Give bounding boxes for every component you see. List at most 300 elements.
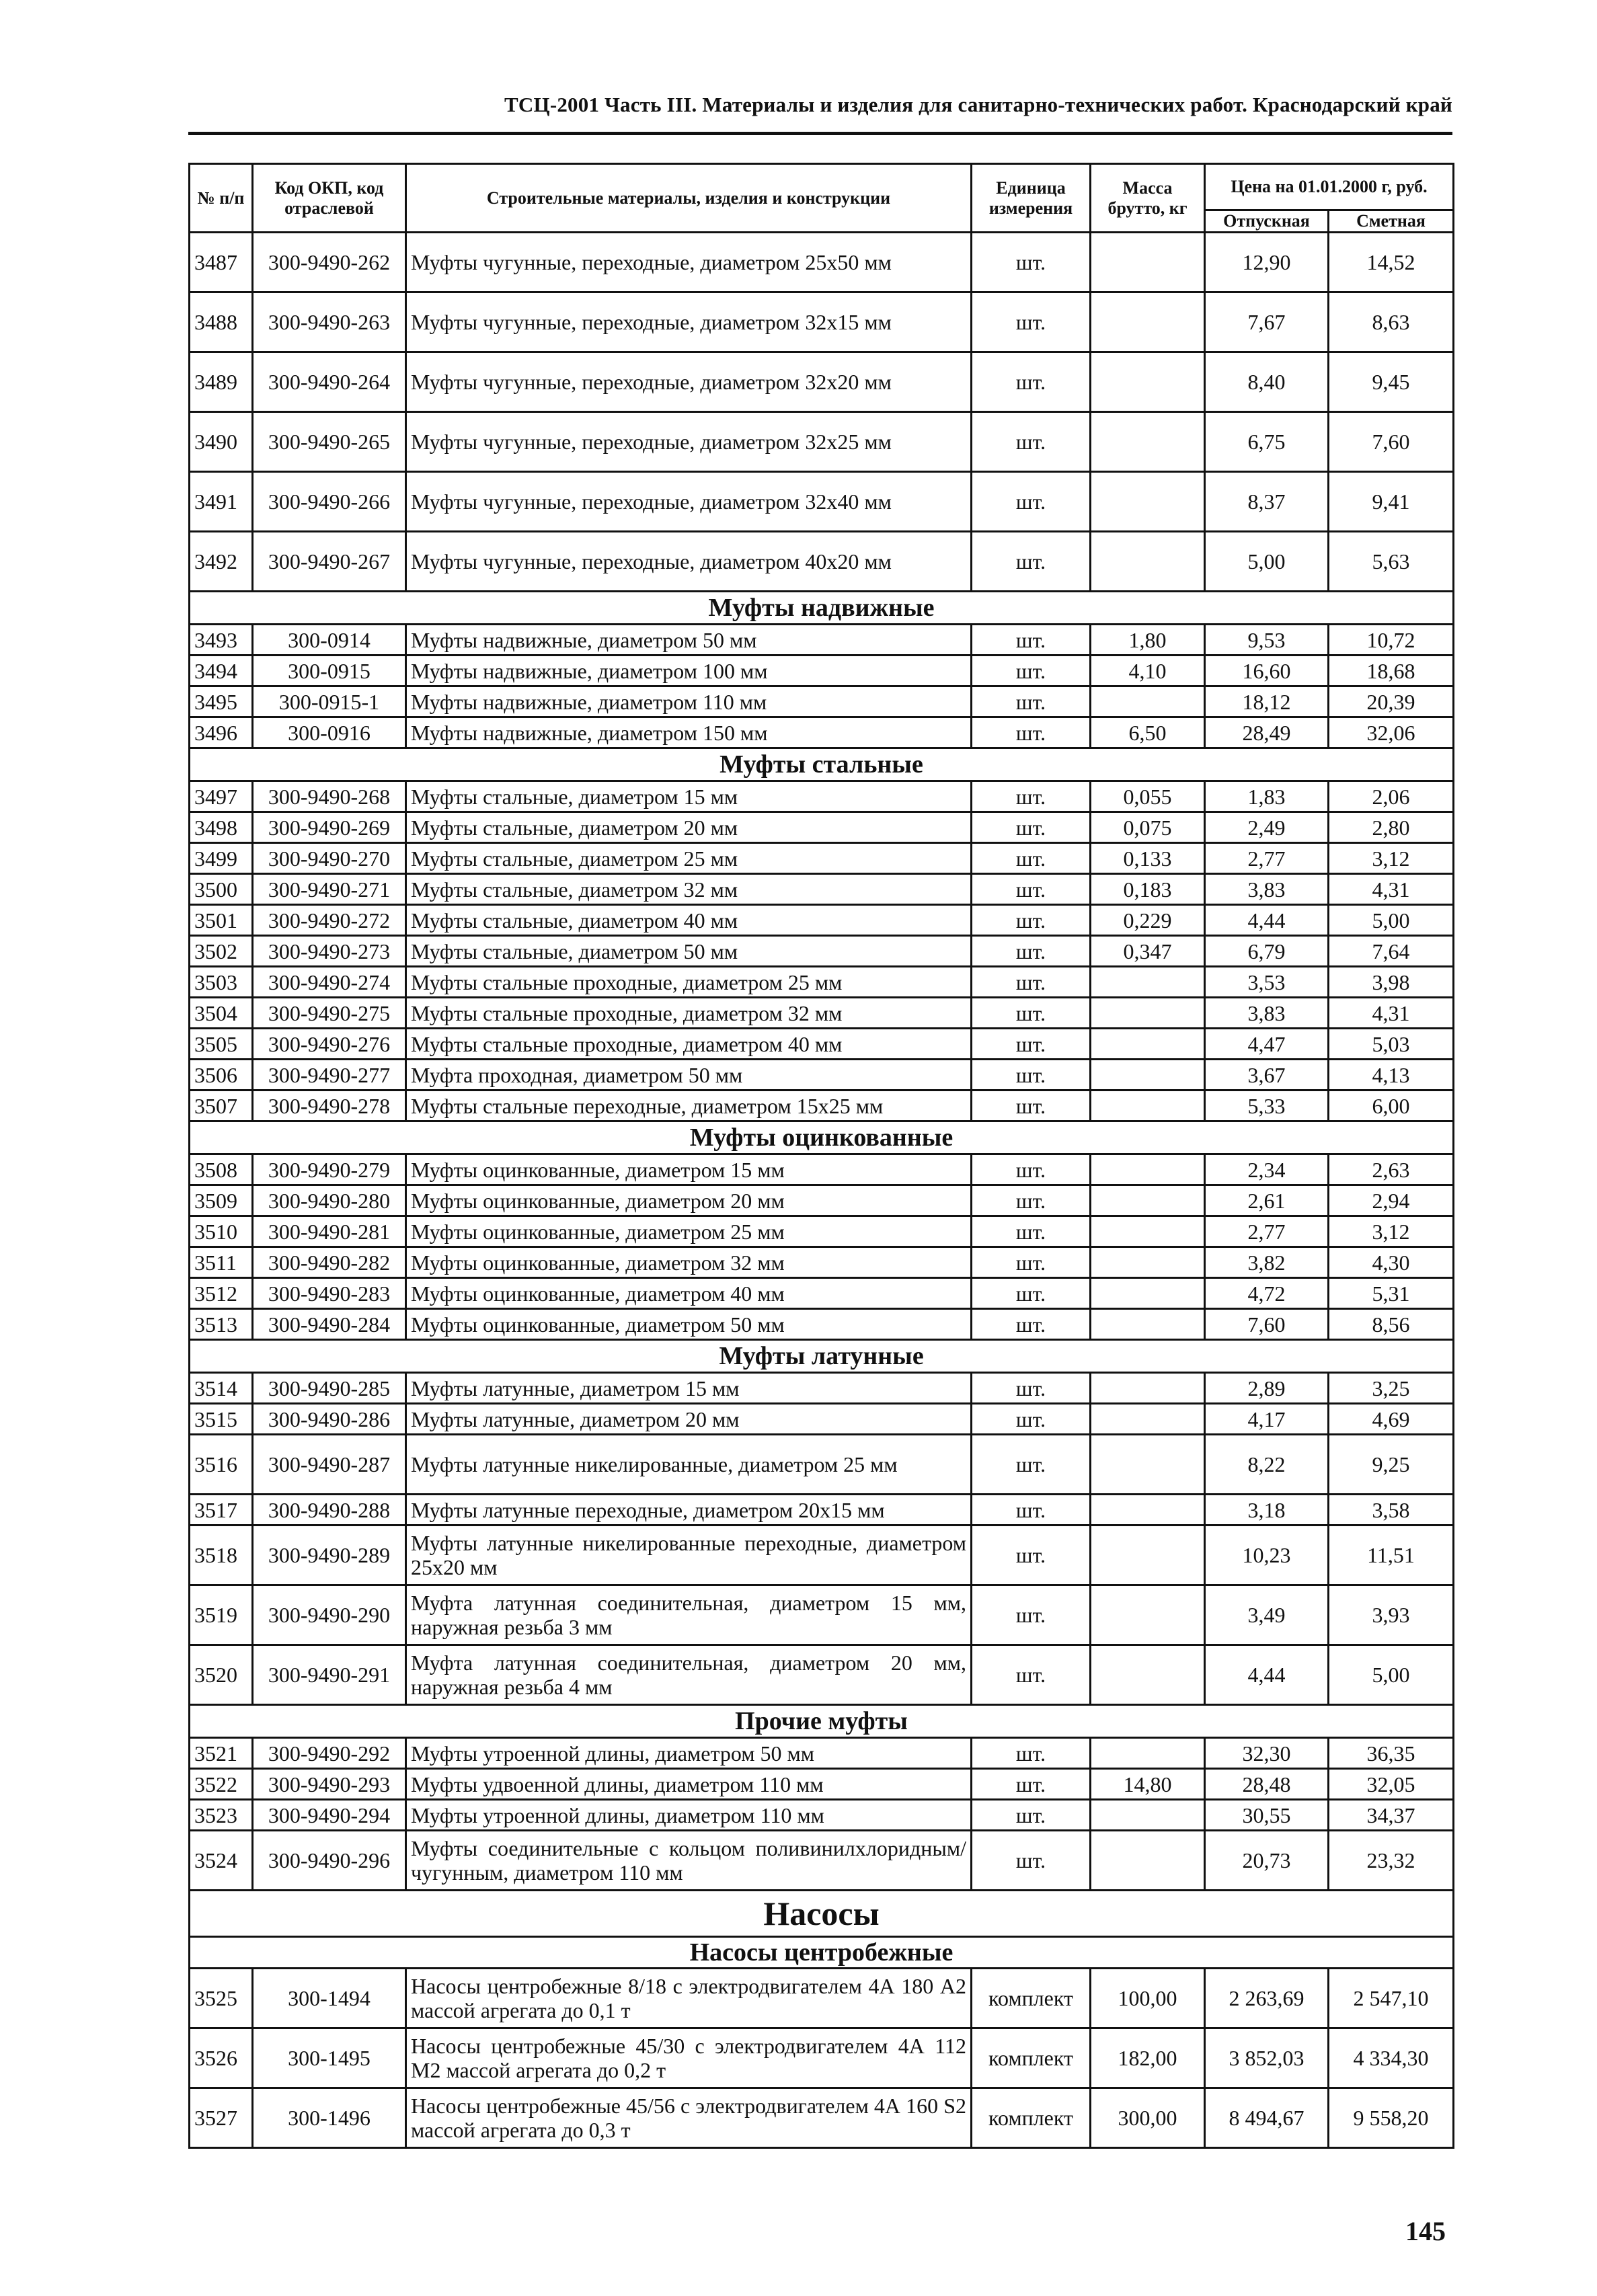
row-code: 300-1495: [253, 2028, 406, 2088]
row-price-estimate: 2,94: [1329, 1185, 1454, 1216]
row-name: Муфты стальные, диаметром 32 мм: [406, 874, 972, 905]
row-num: 3517: [190, 1495, 253, 1526]
row-num: 3487: [190, 233, 253, 292]
col-header-code: Код ОКП, код отраслевой: [253, 164, 406, 233]
row-num: 3521: [190, 1738, 253, 1769]
row-num: 3519: [190, 1585, 253, 1645]
row-price-estimate: 5,31: [1329, 1278, 1454, 1309]
row-mass: [1091, 1154, 1205, 1185]
row-name: Муфты чугунные, переходные, диаметром 32х20 мм: [406, 352, 972, 412]
row-price-release: 4,44: [1205, 905, 1329, 936]
row-price-estimate: 34,37: [1329, 1800, 1454, 1831]
row-unit: шт.: [972, 1738, 1091, 1769]
table-row: [190, 1495, 1454, 1526]
row-unit: шт.: [972, 998, 1091, 1029]
row-name: Муфты стальные проходные, диаметром 25 мм: [406, 967, 972, 998]
row-unit: шт.: [972, 233, 1091, 292]
row-num: 3508: [190, 1154, 253, 1185]
row-mass: [1091, 352, 1205, 412]
row-code: 300-9490-271: [253, 874, 406, 905]
table-row: [190, 936, 1454, 967]
row-name: Насосы центробежные 8/18 с электродвигателем 4А 180 А2 массой агрегата до 0,1 т: [406, 1969, 972, 2028]
row-price-release: 3,67: [1205, 1060, 1329, 1091]
row-unit: шт.: [972, 292, 1091, 352]
row-unit: шт.: [972, 472, 1091, 532]
table-row: [190, 1154, 1454, 1185]
row-num: 3495: [190, 686, 253, 717]
row-name: Муфты оцинкованные, диаметром 32 мм: [406, 1247, 972, 1278]
table-row: [190, 2088, 1454, 2148]
col-header-num: № п/п: [190, 164, 253, 233]
row-num: 3527: [190, 2088, 253, 2148]
row-unit: шт.: [972, 625, 1091, 656]
row-price-estimate: 3,98: [1329, 967, 1454, 998]
row-price-estimate: 4,13: [1329, 1060, 1454, 1091]
table-row: [190, 1216, 1454, 1247]
row-mass: 1,80: [1091, 625, 1205, 656]
row-name: Муфты стальные, диаметром 20 мм: [406, 812, 972, 843]
row-price-estimate: 8,63: [1329, 292, 1454, 352]
row-price-estimate: 7,60: [1329, 412, 1454, 472]
row-code: 300-9490-268: [253, 781, 406, 812]
table-row: [190, 967, 1454, 998]
row-mass: [1091, 1585, 1205, 1645]
row-unit: шт.: [972, 717, 1091, 748]
table-row: [190, 1585, 1454, 1645]
row-unit: шт.: [972, 1435, 1091, 1495]
row-unit: шт.: [972, 1769, 1091, 1800]
row-unit: шт.: [972, 967, 1091, 998]
row-name: Муфты надвижные, диаметром 150 мм: [406, 717, 972, 748]
table-row: [190, 1738, 1454, 1769]
row-price-estimate: 4,30: [1329, 1247, 1454, 1278]
row-code: 300-9490-266: [253, 472, 406, 532]
table-row: [190, 1404, 1454, 1435]
row-num: 3506: [190, 1060, 253, 1091]
row-unit: шт.: [972, 1373, 1091, 1404]
row-unit: комплект: [972, 2028, 1091, 2088]
row-name: Муфты стальные переходные, диаметром 15х25 мм: [406, 1091, 972, 1121]
row-mass: [1091, 998, 1205, 1029]
section-title-row: [190, 592, 1454, 625]
table-row: [190, 717, 1454, 748]
table-row: [190, 1526, 1454, 1585]
section-title: Муфты стальные: [190, 748, 1454, 781]
row-price-release: 7,60: [1205, 1309, 1329, 1340]
row-num: 3522: [190, 1769, 253, 1800]
col-header-mass: Масса брутто, кг: [1091, 164, 1205, 233]
row-unit: шт.: [972, 1154, 1091, 1185]
row-price-estimate: 18,68: [1329, 656, 1454, 686]
row-price-estimate: 23,32: [1329, 1831, 1454, 1891]
row-unit: шт.: [972, 1216, 1091, 1247]
row-price-release: 9,53: [1205, 625, 1329, 656]
section-title-row: [190, 1937, 1454, 1969]
row-price-estimate: 20,39: [1329, 686, 1454, 717]
row-num: 3497: [190, 781, 253, 812]
row-unit: шт.: [972, 1404, 1091, 1435]
row-mass: [1091, 1800, 1205, 1831]
row-price-estimate: 5,00: [1329, 905, 1454, 936]
row-mass: [1091, 1435, 1205, 1495]
row-mass: 0,075: [1091, 812, 1205, 843]
row-price-release: 1,83: [1205, 781, 1329, 812]
row-name: Муфты надвижные, диаметром 100 мм: [406, 656, 972, 686]
row-price-estimate: 10,72: [1329, 625, 1454, 656]
row-unit: шт.: [972, 1247, 1091, 1278]
row-price-estimate: 3,12: [1329, 1216, 1454, 1247]
row-price-release: 2,61: [1205, 1185, 1329, 1216]
row-name: Муфты латунные никелированные, диаметром 25 мм: [406, 1435, 972, 1495]
row-mass: 100,00: [1091, 1969, 1205, 2028]
row-code: 300-9490-272: [253, 905, 406, 936]
row-name: Муфты чугунные, переходные, диаметром 25х50 мм: [406, 233, 972, 292]
row-price-estimate: 3,93: [1329, 1585, 1454, 1645]
row-unit: шт.: [972, 1060, 1091, 1091]
row-unit: шт.: [972, 656, 1091, 686]
row-num: 3500: [190, 874, 253, 905]
row-price-estimate: 5,03: [1329, 1029, 1454, 1060]
row-price-release: 30,55: [1205, 1800, 1329, 1831]
row-price-release: 28,49: [1205, 717, 1329, 748]
row-code: 300-9490-264: [253, 352, 406, 412]
row-price-release: 7,67: [1205, 292, 1329, 352]
section-title: Муфты надвижные: [190, 592, 1454, 625]
row-unit: шт.: [972, 1091, 1091, 1121]
row-price-estimate: 4,31: [1329, 998, 1454, 1029]
row-mass: [1091, 1645, 1205, 1705]
table-row: [190, 412, 1454, 472]
row-price-release: 4,44: [1205, 1645, 1329, 1705]
row-price-estimate: 32,06: [1329, 717, 1454, 748]
table-row: [190, 1769, 1454, 1800]
table-row: [190, 1435, 1454, 1495]
row-num: 3518: [190, 1526, 253, 1585]
row-num: 3512: [190, 1278, 253, 1309]
row-price-release: 12,90: [1205, 233, 1329, 292]
row-price-release: 16,60: [1205, 656, 1329, 686]
row-name: Муфты соединительные с кольцом поливинилхлоридным/чугунным, диаметром 110 мм: [406, 1831, 972, 1891]
row-code: 300-9490-270: [253, 843, 406, 874]
row-price-estimate: 3,58: [1329, 1495, 1454, 1526]
row-mass: 0,055: [1091, 781, 1205, 812]
row-num: 3498: [190, 812, 253, 843]
row-code: 300-9490-269: [253, 812, 406, 843]
row-name: Муфты надвижные, диаметром 110 мм: [406, 686, 972, 717]
row-mass: [1091, 1247, 1205, 1278]
row-price-release: 8,40: [1205, 352, 1329, 412]
table-row: [190, 812, 1454, 843]
col-header-name: Строительные материалы, изделия и конструкции: [406, 164, 972, 233]
table-row: [190, 1831, 1454, 1891]
table-header-row: [190, 164, 1454, 210]
row-price-release: 3,53: [1205, 967, 1329, 998]
table-row: [190, 1278, 1454, 1309]
row-mass: [1091, 1091, 1205, 1121]
row-price-release: 8,37: [1205, 472, 1329, 532]
row-price-release: 28,48: [1205, 1769, 1329, 1800]
table-row: [190, 2028, 1454, 2088]
row-code: 300-9490-267: [253, 532, 406, 592]
table-row: [190, 781, 1454, 812]
page-number: 145: [1405, 2216, 1446, 2246]
row-mass: 4,10: [1091, 656, 1205, 686]
section-title: Муфты оцинкованные: [190, 1121, 1454, 1154]
row-code: 300-9490-265: [253, 412, 406, 472]
section-title: Муфты латунные: [190, 1340, 1454, 1373]
row-name: Муфты латунные переходные, диаметром 20х15 мм: [406, 1495, 972, 1526]
row-price-estimate: 11,51: [1329, 1526, 1454, 1585]
table-row: [190, 625, 1454, 656]
row-price-release: 6,75: [1205, 412, 1329, 472]
table-row: [190, 1091, 1454, 1121]
row-name: Муфты стальные проходные, диаметром 40 мм: [406, 1029, 972, 1060]
row-num: 3525: [190, 1969, 253, 2028]
row-unit: шт.: [972, 874, 1091, 905]
row-num: 3492: [190, 532, 253, 592]
row-num: 3516: [190, 1435, 253, 1495]
row-price-release: 4,17: [1205, 1404, 1329, 1435]
row-code: 300-9490-274: [253, 967, 406, 998]
row-num: 3514: [190, 1373, 253, 1404]
row-num: 3489: [190, 352, 253, 412]
row-price-estimate: 2,06: [1329, 781, 1454, 812]
row-mass: 6,50: [1091, 717, 1205, 748]
row-mass: [1091, 1495, 1205, 1526]
row-code: 300-1496: [253, 2088, 406, 2148]
row-mass: 182,00: [1091, 2028, 1205, 2088]
row-price-estimate: 2 547,10: [1329, 1969, 1454, 2028]
row-price-release: 2,77: [1205, 843, 1329, 874]
row-price-estimate: 3,25: [1329, 1373, 1454, 1404]
row-name: Насосы центробежные 45/30 с электродвигателем 4А 112 М2 массой агрегата до 0,2 т: [406, 2028, 972, 2088]
row-unit: шт.: [972, 1526, 1091, 1585]
row-unit: шт.: [972, 1831, 1091, 1891]
table-row: [190, 292, 1454, 352]
row-name: Муфты утроенной длины, диаметром 110 мм: [406, 1800, 972, 1831]
row-name: Муфты латунные, диаметром 15 мм: [406, 1373, 972, 1404]
row-unit: шт.: [972, 1278, 1091, 1309]
row-num: 3501: [190, 905, 253, 936]
row-price-estimate: 4,31: [1329, 874, 1454, 905]
row-code: 300-9490-287: [253, 1435, 406, 1495]
row-mass: 300,00: [1091, 2088, 1205, 2148]
row-unit: шт.: [972, 532, 1091, 592]
table-row: [190, 532, 1454, 592]
row-mass: [1091, 1738, 1205, 1769]
row-code: 300-9490-285: [253, 1373, 406, 1404]
row-price-estimate: 36,35: [1329, 1738, 1454, 1769]
row-mass: [1091, 472, 1205, 532]
row-unit: комплект: [972, 1969, 1091, 2028]
row-unit: комплект: [972, 2088, 1091, 2148]
section-title-row: [190, 1705, 1454, 1738]
row-price-release: 4,47: [1205, 1029, 1329, 1060]
table-row: [190, 874, 1454, 905]
row-price-release: 8,22: [1205, 1435, 1329, 1495]
row-code: 300-9490-275: [253, 998, 406, 1029]
row-mass: [1091, 1278, 1205, 1309]
row-mass: 0,183: [1091, 874, 1205, 905]
row-name: Муфты стальные, диаметром 15 мм: [406, 781, 972, 812]
row-num: 3496: [190, 717, 253, 748]
row-code: 300-9490-296: [253, 1831, 406, 1891]
table-row: [190, 472, 1454, 532]
table-row: [190, 656, 1454, 686]
page-header: ТСЦ-2001 Часть III. Материалы и изделия для санитарно-технических работ. Краснодарский край: [504, 93, 1452, 116]
row-num: 3491: [190, 472, 253, 532]
col-header-unit: Единица измерения: [972, 164, 1091, 233]
table-row: [190, 1029, 1454, 1060]
row-name: Муфты утроенной длины, диаметром 50 мм: [406, 1738, 972, 1769]
row-name: Муфты оцинкованные, диаметром 20 мм: [406, 1185, 972, 1216]
row-name: Муфты чугунные, переходные, диаметром 32х25 мм: [406, 412, 972, 472]
row-name: Муфты чугунные, переходные, диаметром 40х20 мм: [406, 532, 972, 592]
row-unit: шт.: [972, 843, 1091, 874]
row-price-estimate: 6,00: [1329, 1091, 1454, 1121]
row-price-release: 2,34: [1205, 1154, 1329, 1185]
row-code: 300-9490-277: [253, 1060, 406, 1091]
row-name: Муфты оцинкованные, диаметром 15 мм: [406, 1154, 972, 1185]
row-price-release: 20,73: [1205, 1831, 1329, 1891]
row-unit: шт.: [972, 936, 1091, 967]
row-num: 3507: [190, 1091, 253, 1121]
row-code: 300-1494: [253, 1969, 406, 2028]
row-name: Муфты удвоенной длины, диаметром 110 мм: [406, 1769, 972, 1800]
row-price-release: 18,12: [1205, 686, 1329, 717]
row-unit: шт.: [972, 781, 1091, 812]
row-price-estimate: 5,63: [1329, 532, 1454, 592]
row-code: 300-0914: [253, 625, 406, 656]
row-mass: 14,80: [1091, 1769, 1205, 1800]
table-body: [190, 233, 1454, 2148]
table-row: [190, 998, 1454, 1029]
table-row: [190, 1247, 1454, 1278]
section-title: Прочие муфты: [190, 1705, 1454, 1738]
row-code: 300-9490-279: [253, 1154, 406, 1185]
row-price-estimate: 4 334,30: [1329, 2028, 1454, 2088]
row-num: 3511: [190, 1247, 253, 1278]
row-code: 300-9490-273: [253, 936, 406, 967]
row-mass: [1091, 1185, 1205, 1216]
row-price-estimate: 14,52: [1329, 233, 1454, 292]
row-name: Муфты стальные проходные, диаметром 32 мм: [406, 998, 972, 1029]
row-name: Насосы центробежные 45/56 с электродвигателем 4А 160 S2 массой агрегата до 0,3 т: [406, 2088, 972, 2148]
row-mass: [1091, 967, 1205, 998]
row-mass: [1091, 412, 1205, 472]
row-unit: шт.: [972, 1585, 1091, 1645]
row-code: 300-9490-286: [253, 1404, 406, 1435]
row-price-release: 5,00: [1205, 532, 1329, 592]
row-code: 300-0915: [253, 656, 406, 686]
row-mass: [1091, 292, 1205, 352]
table-row: [190, 1969, 1454, 2028]
row-price-estimate: 2,63: [1329, 1154, 1454, 1185]
row-mass: 0,347: [1091, 936, 1205, 967]
row-price-release: 5,33: [1205, 1091, 1329, 1121]
row-code: 300-9490-293: [253, 1769, 406, 1800]
row-num: 3509: [190, 1185, 253, 1216]
row-mass: [1091, 1309, 1205, 1340]
row-unit: шт.: [972, 812, 1091, 843]
row-mass: 0,133: [1091, 843, 1205, 874]
col-header-price-release: Отпускная: [1205, 210, 1329, 233]
row-code: 300-9490-276: [253, 1029, 406, 1060]
table-row: [190, 1185, 1454, 1216]
row-num: 3505: [190, 1029, 253, 1060]
row-price-estimate: 32,05: [1329, 1769, 1454, 1800]
row-unit: шт.: [972, 1185, 1091, 1216]
row-price-release: 3,18: [1205, 1495, 1329, 1526]
row-code: 300-9490-278: [253, 1091, 406, 1121]
row-code: 300-9490-292: [253, 1738, 406, 1769]
row-mass: [1091, 1831, 1205, 1891]
row-name: Муфты латунные никелированные переходные, диаметром 25х20 мм: [406, 1526, 972, 1585]
row-unit: шт.: [972, 1495, 1091, 1526]
row-num: 3524: [190, 1831, 253, 1891]
row-num: 3504: [190, 998, 253, 1029]
row-unit: шт.: [972, 1800, 1091, 1831]
row-code: 300-9490-290: [253, 1585, 406, 1645]
row-mass: [1091, 1060, 1205, 1091]
row-mass: [1091, 1216, 1205, 1247]
row-price-release: 2,77: [1205, 1216, 1329, 1247]
row-name: Муфта латунная соединительная, диаметром 15 мм, наружная резьба 3 мм: [406, 1585, 972, 1645]
header-rule: [188, 132, 1452, 135]
table-row: [190, 1060, 1454, 1091]
row-price-release: 3,83: [1205, 874, 1329, 905]
row-mass: 0,229: [1091, 905, 1205, 936]
row-price-estimate: 3,12: [1329, 843, 1454, 874]
row-price-release: 3,83: [1205, 998, 1329, 1029]
section-title: Насосы центробежные: [190, 1937, 1454, 1969]
row-num: 3490: [190, 412, 253, 472]
row-unit: шт.: [972, 905, 1091, 936]
row-name: Муфты оцинкованные, диаметром 40 мм: [406, 1278, 972, 1309]
row-price-estimate: 9 558,20: [1329, 2088, 1454, 2148]
row-code: 300-9490-294: [253, 1800, 406, 1831]
row-name: Муфты стальные, диаметром 40 мм: [406, 905, 972, 936]
row-mass: [1091, 1373, 1205, 1404]
row-code: 300-9490-284: [253, 1309, 406, 1340]
row-num: 3526: [190, 2028, 253, 2088]
row-mass: [1091, 233, 1205, 292]
row-num: 3488: [190, 292, 253, 352]
row-price-estimate: 4,69: [1329, 1404, 1454, 1435]
row-name: Муфта проходная, диаметром 50 мм: [406, 1060, 972, 1091]
group-title-row: [190, 1891, 1454, 1937]
row-mass: [1091, 686, 1205, 717]
row-price-estimate: 7,64: [1329, 936, 1454, 967]
table-row: [190, 1800, 1454, 1831]
row-name: Муфты латунные, диаметром 20 мм: [406, 1404, 972, 1435]
row-num: 3520: [190, 1645, 253, 1705]
row-price-estimate: 2,80: [1329, 812, 1454, 843]
row-name: Муфты надвижные, диаметром 50 мм: [406, 625, 972, 656]
row-num: 3493: [190, 625, 253, 656]
row-unit: шт.: [972, 686, 1091, 717]
row-price-release: 3,82: [1205, 1247, 1329, 1278]
row-num: 3510: [190, 1216, 253, 1247]
row-num: 3503: [190, 967, 253, 998]
row-price-release: 4,72: [1205, 1278, 1329, 1309]
row-unit: шт.: [972, 1309, 1091, 1340]
row-price-release: 10,23: [1205, 1526, 1329, 1585]
table-row: [190, 843, 1454, 874]
table-row: [190, 1645, 1454, 1705]
row-price-release: 2 263,69: [1205, 1969, 1329, 2028]
col-header-price-group: Цена на 01.01.2000 г, руб.: [1205, 164, 1454, 210]
